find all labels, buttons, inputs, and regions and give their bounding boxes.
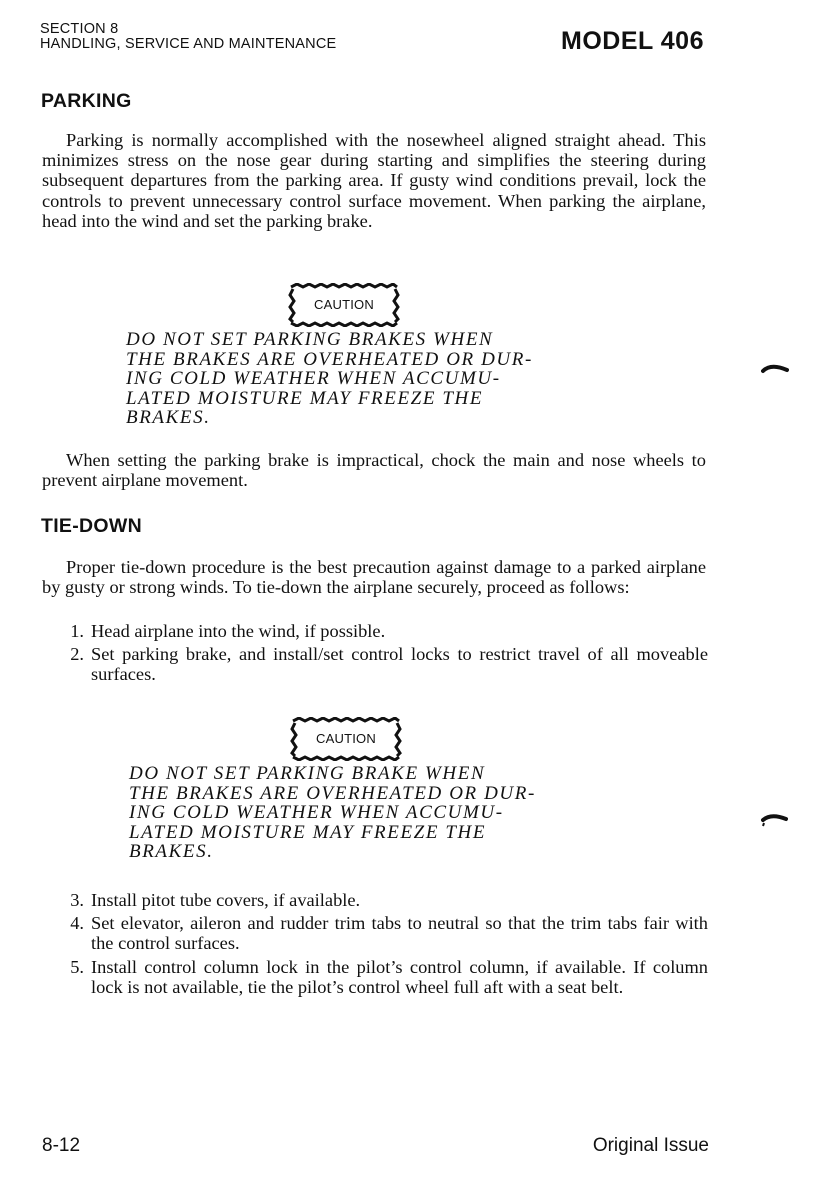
step-number: 5.	[70, 956, 84, 977]
caution-box	[287, 283, 401, 327]
step-number: 2.	[70, 644, 84, 665]
caution-line: THE BRAKES ARE OVERHEATED OR DUR-	[129, 782, 536, 804]
list-item	[42, 621, 708, 641]
list-item	[42, 913, 708, 953]
list-item	[42, 957, 708, 997]
section-number: SECTION 8	[40, 21, 119, 37]
list-item	[42, 890, 708, 910]
caution-line: BRAKES.	[129, 841, 214, 863]
caution-line: THE BRAKES ARE OVERHEATED OR DUR-	[126, 348, 533, 370]
revision-mark-icon	[761, 362, 789, 374]
model-title: MODEL 406	[561, 27, 704, 55]
step-text: Set parking brake, and install/set control locks to restrict travel of all moveable surfaces.	[91, 644, 708, 685]
revision-mark-icon	[760, 812, 788, 828]
parking-heading: PARKING	[41, 90, 132, 112]
caution-label: CAUTION	[316, 731, 376, 746]
step-text: Set elevator, aileron and rudder trim tabs to neutral so that the trim tabs fair with the control surfaces.	[91, 913, 708, 954]
tiedown-steps-a	[42, 621, 708, 688]
issue-label: Original Issue	[592, 1135, 709, 1156]
step-number: 4.	[70, 913, 84, 934]
parking-caution-text	[126, 330, 533, 428]
step-text: Install pitot tube covers, if available.	[91, 890, 361, 910]
step-text: Head airplane into the wind, if possible.	[91, 621, 386, 641]
caution-line: ING COLD WEATHER WHEN ACCUMU-	[126, 368, 501, 390]
step-number: 1.	[70, 621, 84, 641]
list-item	[42, 644, 708, 684]
caution-line: BRAKES.	[126, 407, 211, 429]
step-number: 3.	[70, 890, 84, 910]
step-text: Install control column lock in the pilot’s control column, if available. If column lock is not available, tie the pilot’s control wheel full aft with a seat belt.	[91, 956, 708, 997]
tiedown-caution-text	[129, 764, 536, 862]
tiedown-heading: TIE-DOWN	[41, 515, 142, 537]
section-title: HANDLING, SERVICE AND MAINTENANCE	[40, 36, 337, 52]
caution-box	[289, 717, 403, 761]
caution-line: DO NOT SET PARKING BRAKES WHEN	[126, 329, 494, 350]
caution-line: DO NOT SET PARKING BRAKE WHEN	[129, 763, 486, 784]
page-number: 8-12	[42, 1135, 81, 1156]
tiedown-steps-b	[42, 890, 708, 1000]
parking-paragraph-2: When setting the parking brake is impractical, chock the main and nose wheels to prevent airplane movement.	[42, 450, 706, 491]
section-header	[40, 22, 336, 52]
parking-paragraph: Parking is normally accomplished with the nosewheel aligned straight ahead. This minimizes stress on the nose gear during starting and simplifies the steering during subsequent departures from the parking area. If gusty wind conditions prevail, lock the controls to prevent unnecessary control surface movement. When parking the airplane, head into the wind and set the parking brake.	[42, 130, 706, 231]
tiedown-paragraph: Proper tie-down procedure is the best precaution against damage to a parked airplane by gusty or strong winds. To tie-down the airplane securely, proceed as follows:	[42, 557, 706, 598]
caution-line: ING COLD WEATHER WHEN ACCUMU-	[129, 802, 504, 824]
caution-line: LATED MOISTURE MAY FREEZE THE	[126, 387, 484, 409]
caution-line: LATED MOISTURE MAY FREEZE THE	[129, 821, 487, 843]
caution-label: CAUTION	[314, 297, 374, 312]
